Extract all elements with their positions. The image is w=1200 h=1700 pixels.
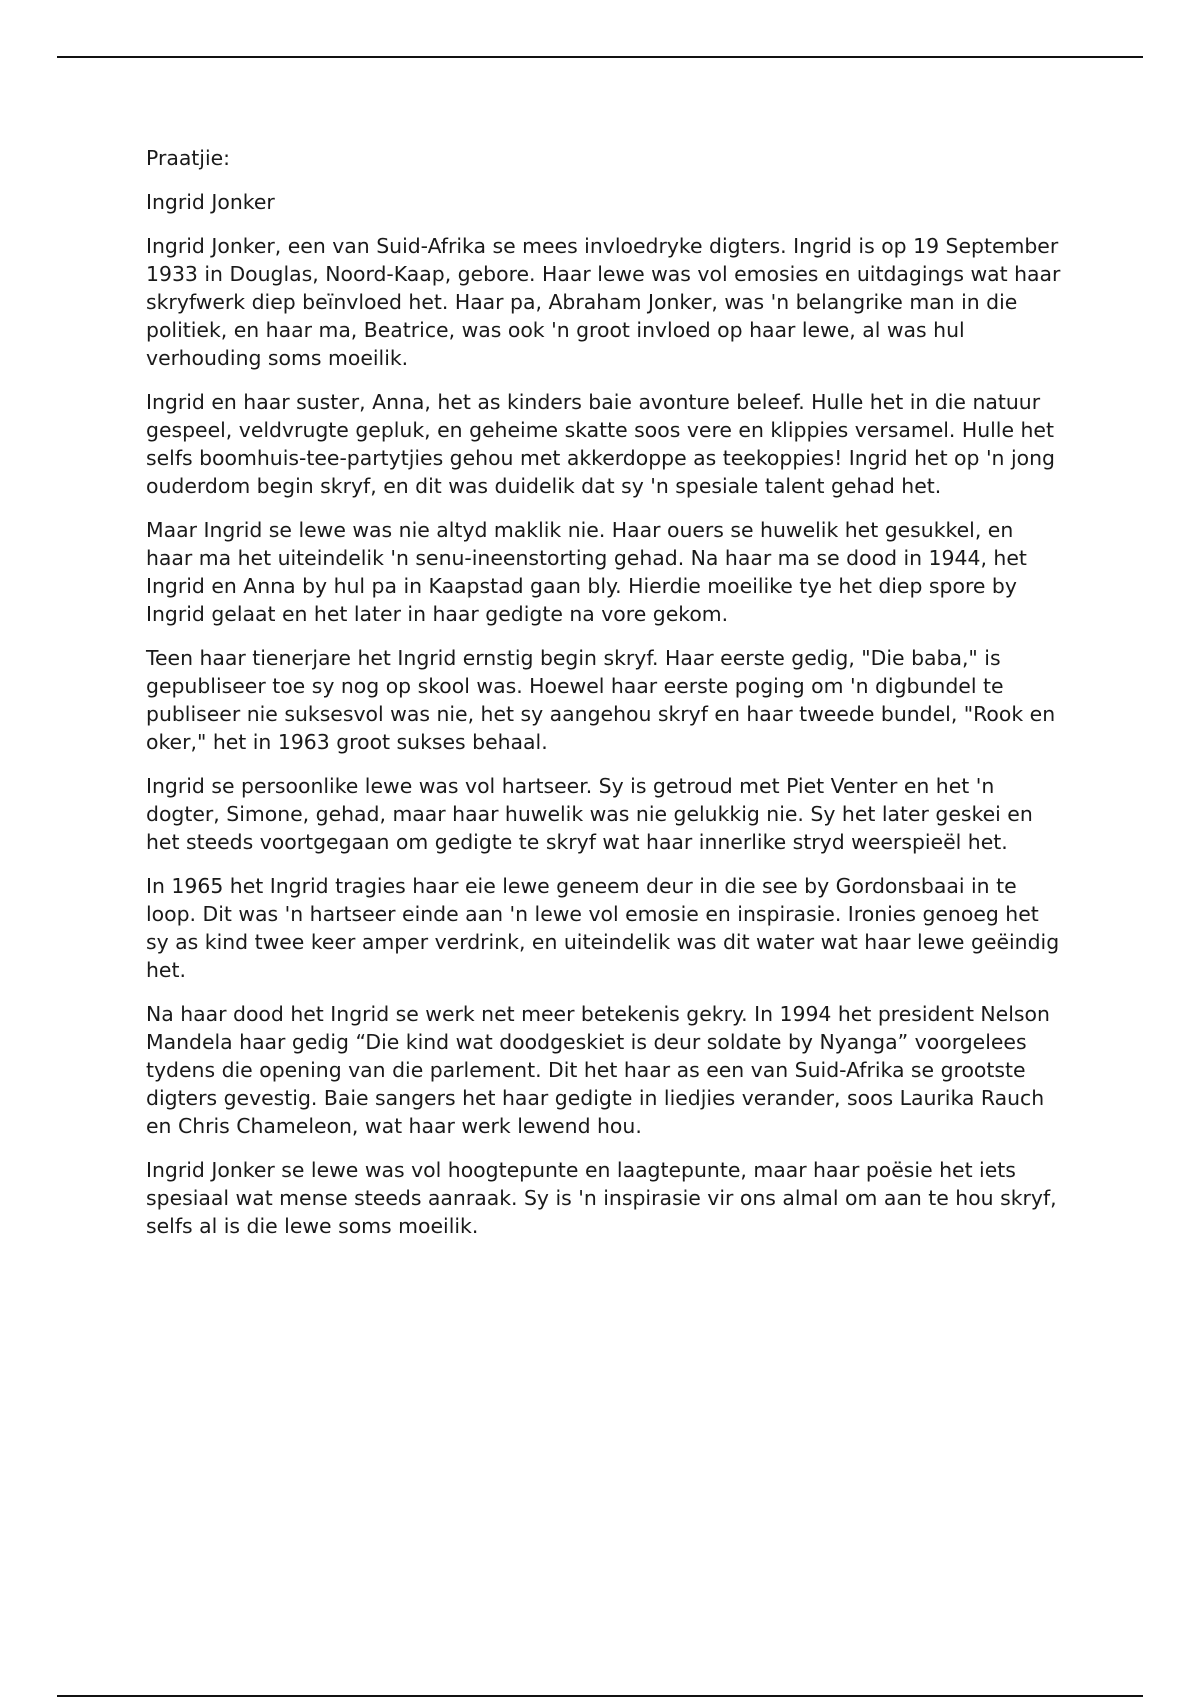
paragraph: Ingrid se persoonlike lewe was vol hartseer. Sy is getroud met Piet Venter en het 'n dogter, Simone, gehad, maar haar huwelik was nie gelukkig nie. Sy het later geskei en het steeds voortgegaan om gedigte te skryf wat haar innerlike stryd weerspieël het. [146, 774, 1033, 854]
paragraph: Ingrid Jonker se lewe was vol hoogtepunte en laagtepunte, maar haar poësie het iets spesiaal wat mense steeds aanraak. Sy is 'n inspirasie vir ons almal om aan te hou skryf, selfs al is die lewe soms moeilik. [146, 1158, 1057, 1238]
document-label: Praatjie: [146, 146, 231, 170]
header-rule [57, 56, 1143, 58]
paragraph: In 1965 het Ingrid tragies haar eie lewe geneem deur in die see by Gordonsbaai in te loop. Dit was 'n hartseer einde aan 'n lewe vol emosie en inspirasie. Ironies genoeg het sy as kind twee keer amper verdrink, en uiteindelik was dit water wat haar lewe geëindig het. [146, 874, 1060, 982]
paragraph: Teen haar tienerjare het Ingrid ernstig begin skryf. Haar eerste gedig, "Die baba," is gepubliseer toe sy nog op skool was. Hoewel haar eerste poging om 'n digbundel te publiseer nie suksesvol was nie, het sy aangehou skryf en haar tweede bundel, "Rook en oker," het in 1963 groot sukses behaal. [146, 646, 1056, 754]
document-title: Ingrid Jonker [146, 190, 275, 214]
document-body [146, 144, 1061, 1256]
paragraph: Maar Ingrid se lewe was nie altyd maklik nie. Haar ouers se huwelik het gesukkel, en haar ma het uiteindelik 'n senu-ineenstorting gehad. Na haar ma se dood in 1944, het Ingrid en Anna by hul pa in Kaapstad gaan bly. Hierdie moeilike tye het diep spore by Ingrid gelaat en het later in haar gedigte na vore gekom. [146, 518, 1027, 626]
footer-rule [57, 1695, 1143, 1697]
paragraph: Ingrid en haar suster, Anna, het as kinders baie avonture beleef. Hulle het in die natuur gespeel, veldvrugte gepluk, en geheime skatte soos vere en klippies versamel. Hulle het selfs boomhuis-tee-partytjies gehou met akkerdoppe as teekoppies! Ingrid het op 'n jong ouderdom begin skryf, en dit was duidelik dat sy 'n spesiale talent gehad het. [146, 390, 1055, 498]
paragraph: Ingrid Jonker, een van Suid-Afrika se mees invloedryke digters. Ingrid is op 19 September 1933 in Douglas, Noord-Kaap, gebore. Haar lewe was vol emosies en uitdagings wat haar skryfwerk diep beïnvloed het. Haar pa, Abraham Jonker, was 'n belangrike man in die politiek, en haar ma, Beatrice, was ook 'n groot invloed op haar lewe, al was hul verhouding soms moeilik. [146, 234, 1061, 370]
paragraph: Na haar dood het Ingrid se werk net meer betekenis gekry. In 1994 het president Nelson Mandela haar gedig “Die kind wat doodgeskiet is deur soldate by Nyanga” voorgelees tydens die opening van die parlement. Dit het haar as een van Suid-Afrika se grootste digters gevestig. Baie sangers het haar gedigte in liedjies verander, soos Laurika Rauch en Chris Chameleon, wat haar werk lewend hou. [146, 1002, 1050, 1138]
